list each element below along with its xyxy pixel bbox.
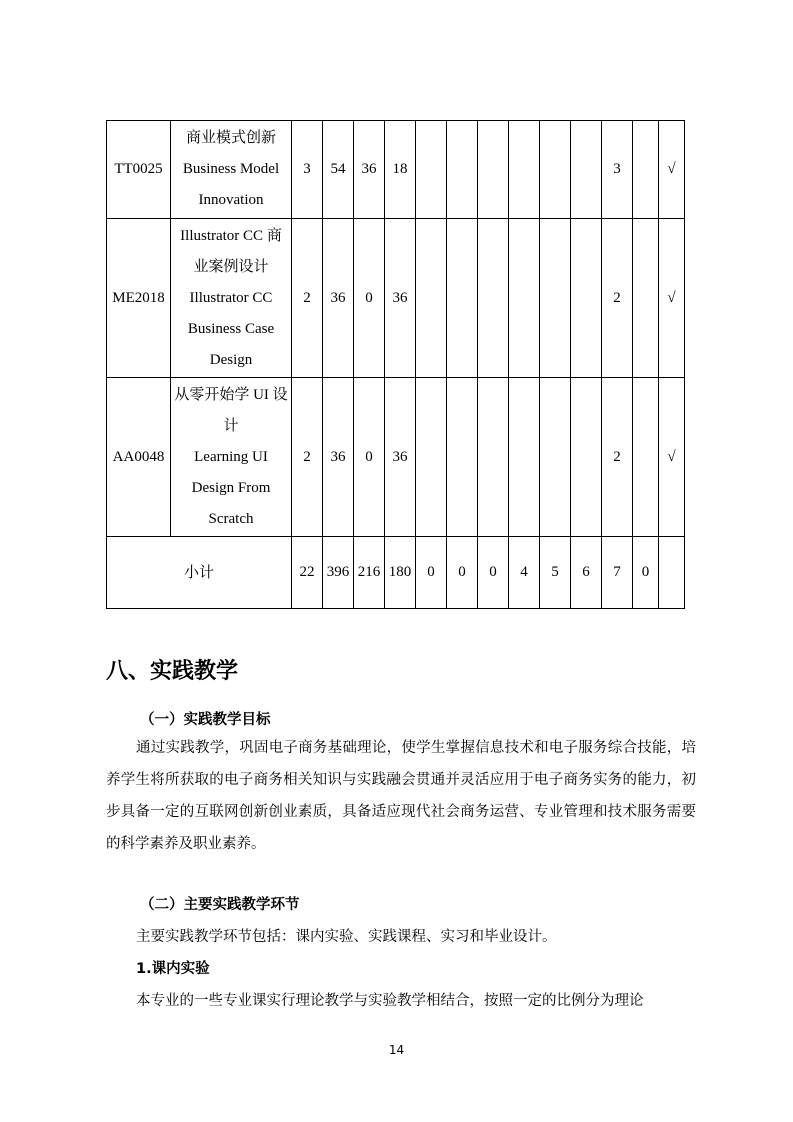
course-name-line: Design	[209, 351, 253, 368]
table-cell	[447, 121, 478, 219]
goal-heading: （一）实践教学目标	[140, 712, 271, 728]
course-code: AA0048	[107, 378, 171, 537]
lab-heading: 1.课内实验	[136, 961, 210, 977]
course-name-line: Illustrator CC 商	[180, 227, 282, 244]
table-cell: 3	[602, 121, 633, 219]
course-name-line: 商业模式创新	[185, 130, 276, 146]
subtotal-cell: 0	[447, 537, 478, 609]
table-row	[107, 219, 685, 378]
subtotal-cell: 180	[385, 537, 416, 609]
course-name	[171, 219, 292, 378]
table-cell: 2	[292, 378, 323, 537]
table-cell	[416, 219, 447, 378]
table-cell	[416, 378, 447, 537]
goal-paragraph: 通过实践教学，巩固电子商务基础理论，使学生掌握信息技术和电子服务综合技能，培养学生将所获取的电子商务相关知识与实践融会贯通并灵活应用于电子商务实务的能力，初步具备一定的互联网创新创业素质，具备适应现代社会商务运营、专业管理和技术服务需要的科学素养及职业素养。	[106, 740, 696, 852]
table-cell: 36	[354, 121, 385, 219]
table-cell	[447, 219, 478, 378]
course-name-line: 计	[223, 417, 239, 434]
table-cell	[447, 378, 478, 537]
course-name-line: Learning UI	[194, 448, 268, 465]
table-cell	[633, 219, 659, 378]
subtotal-cell: 0	[416, 537, 447, 609]
table-cell	[540, 121, 571, 219]
table-cell	[416, 121, 447, 219]
table-cell: 54	[323, 121, 354, 219]
subtotal-row	[107, 537, 685, 609]
course-name-line: Illustrator CC	[189, 289, 273, 306]
subtotal-cell: 7	[602, 537, 633, 609]
table-cell: √	[659, 121, 685, 219]
table-cell	[509, 219, 540, 378]
table-row	[107, 378, 685, 537]
page-number: 14	[388, 1043, 405, 1057]
course-name-line: Design From	[191, 479, 271, 496]
practice-links-text: 主要实践教学环节包括：课内实验、实践课程、实习和毕业设计。	[136, 929, 557, 945]
table-cell: 18	[385, 121, 416, 219]
table-row	[107, 121, 685, 219]
table-cell	[540, 378, 571, 537]
table-cell: 0	[354, 378, 385, 537]
table-cell	[571, 121, 602, 219]
subtotal-cell: 0	[478, 537, 509, 609]
course-name-line: 从零开始学 UI 设	[174, 386, 288, 403]
course-code: TT0025	[107, 121, 171, 219]
table-cell	[571, 378, 602, 537]
table-cell: 36	[385, 378, 416, 537]
course-name-line: Business Case	[187, 320, 275, 337]
table-cell: 2	[602, 378, 633, 537]
table-cell	[633, 121, 659, 219]
table-cell	[509, 378, 540, 537]
table-cell: 3	[292, 121, 323, 219]
course-name	[171, 121, 292, 219]
subtotal-cell: 4	[509, 537, 540, 609]
subtotal-cell: 6	[571, 537, 602, 609]
course-table	[106, 120, 685, 609]
course-name-line: 业案例设计	[193, 258, 269, 275]
subtotal-cell: 216	[354, 537, 385, 609]
table-cell	[478, 121, 509, 219]
table-cell	[571, 219, 602, 378]
table-cell: √	[659, 378, 685, 537]
subtotal-cell: 0	[633, 537, 659, 609]
table-cell	[540, 219, 571, 378]
section-title: 八、实践教学	[106, 659, 239, 684]
table-cell: 36	[385, 219, 416, 378]
table-cell: 0	[354, 219, 385, 378]
practice-links-heading: （二）主要实践教学环节	[140, 897, 300, 913]
course-name	[171, 378, 292, 537]
table-cell	[478, 378, 509, 537]
table-cell	[633, 378, 659, 537]
course-name-line: Innovation	[198, 192, 264, 208]
course-name-line: Scratch	[208, 510, 254, 527]
table-cell: 36	[323, 378, 354, 537]
table-cell: 2	[292, 219, 323, 378]
course-code: ME2018	[107, 219, 171, 378]
table-cell: 36	[323, 219, 354, 378]
lab-text: 本专业的一些专业课实行理论教学与实验教学相结合，按照一定的比例分为理论	[136, 993, 644, 1009]
course-name-line: Business Model	[182, 161, 280, 177]
table-cell	[478, 219, 509, 378]
table-cell: 2	[602, 219, 633, 378]
table-body	[107, 121, 685, 609]
subtotal-cell: 396	[323, 537, 354, 609]
table-cell	[509, 121, 540, 219]
subtotal-cell: 22	[292, 537, 323, 609]
subtotal-cell	[659, 537, 685, 609]
subtotal-label: 小计	[107, 537, 292, 609]
subtotal-cell: 5	[540, 537, 571, 609]
table-cell: √	[659, 219, 685, 378]
